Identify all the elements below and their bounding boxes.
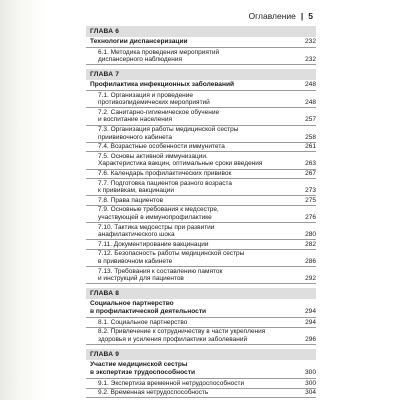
toc-entry-page-number: 296 (305, 335, 316, 343)
toc-entry-page-number: 263 (305, 160, 316, 168)
toc-entry[interactable] (86, 267, 316, 284)
toc-entry[interactable] (86, 91, 316, 108)
toc-entry-page-number: 292 (305, 275, 316, 283)
toc-entry-title: 7.12. Безопасность работы медицинской сестры в прививочном кабинете (98, 250, 245, 265)
toc-entry-page-number: 300 (305, 379, 316, 387)
chapter-page-number: 294 (304, 308, 316, 316)
toc-entry[interactable] (86, 328, 316, 345)
toc-entry-title: 9.1. Экспертиза временной нетрудоспособности (98, 379, 245, 387)
toc-entry[interactable] (86, 250, 316, 267)
toc-entry-title: 7.13. Требования к составлению памяток и инструкций для пациентов (98, 267, 223, 283)
chapter-title-row[interactable] (86, 360, 316, 379)
chapter-label: ГЛАВА 7 (86, 69, 316, 80)
toc-entry-title: 7.5. Основы активной иммунизации. Характеристика вакцин, оптимальные сроки введения (98, 152, 263, 168)
chapter-label: ГЛАВА 9 (86, 349, 316, 360)
toc-entry-title: 7.9. Основные требования к медсестре, участвующей в иммунопрофилактике (98, 206, 219, 221)
toc-entry[interactable] (86, 206, 316, 223)
toc-entry[interactable] (86, 170, 316, 180)
toc-entry-page-number: 248 (305, 99, 316, 107)
toc-entry-title: 7.2. Санитарно-гигиеническое обучение и воспитание населения (98, 108, 220, 124)
toc-entry[interactable] (86, 143, 316, 153)
toc-entry-title: 7.4. Возрастные особенности иммунитета (98, 143, 225, 151)
toc-entry-title: 7.1. Организация и проведение противоэпидемических мероприятий (98, 91, 210, 107)
toc-entry[interactable] (86, 48, 316, 65)
toc-entry[interactable] (86, 223, 316, 240)
chapter-title-row[interactable] (86, 299, 316, 318)
toc-entry-page-number: 232 (305, 56, 316, 64)
chapter-title-row[interactable] (86, 80, 316, 91)
toc-entry-title: 7.7. Подготовка пациентов разного возраста к прививкам, вакцинации (98, 179, 233, 195)
toc-entry[interactable] (86, 318, 316, 328)
chapter-page-number: 248 (304, 81, 316, 89)
toc-entry-page-number: 258 (305, 133, 316, 141)
table-of-contents (86, 26, 316, 398)
toc-entry-page-number: 286 (305, 257, 316, 265)
toc-entry[interactable] (86, 196, 316, 206)
toc-entry[interactable] (86, 240, 316, 250)
toc-entry[interactable] (86, 152, 316, 169)
toc-entry-page-number: 275 (305, 196, 316, 204)
toc-entry[interactable] (86, 179, 316, 196)
toc-entry-title: 6.1. Методика проведения мероприятий диспансерного наблюдения (98, 48, 220, 64)
toc-entry-title: 7.8. Права пациентов (98, 196, 164, 204)
running-head-section: Оглавление (248, 11, 296, 21)
toc-entry-title: 8.1. Социальное партнерство (98, 318, 188, 326)
toc-entry-page-number: 280 (305, 231, 316, 239)
toc-entry-title: 7.10. Тактика медсестры при развитии анафилактического шока (98, 223, 215, 239)
chapter-label: ГЛАВА 8 (86, 288, 316, 299)
toc-entry-title: 7.6. Календарь профилактических прививок (98, 170, 232, 178)
toc-entry-page-number: 261 (305, 143, 316, 151)
chapter-title: Социальное партнерство в профилактической деятельности (90, 300, 207, 316)
toc-entry[interactable] (86, 379, 316, 389)
chapter-title: Участие медицинской сестры в экспертизе трудоспособности (90, 361, 196, 377)
toc-entry-title: 9.2. Временная нетрудоспособность (98, 389, 209, 397)
toc-entry-page-number: 304 (305, 389, 316, 397)
toc-entry-title: 7.3. Организация работы медицинской сестры приививочного кабинета (98, 126, 239, 141)
toc-entry[interactable] (86, 108, 316, 125)
toc-entry-page-number: 257 (305, 116, 316, 124)
running-head (248, 11, 313, 21)
chapter-label: ГЛАВА 6 (86, 26, 316, 37)
chapter-title: Профилактика инфекционных заболеваний (90, 81, 235, 89)
toc-entry-title: 8.2. Привлечение к сотрудничеству в части укрепления здоровья и усиления профилактики заболеваний (98, 328, 266, 343)
chapter-title-row[interactable] (86, 37, 316, 48)
chapter-page-number: 232 (304, 38, 316, 45)
toc-entry-title: 7.11. Документирование вакцинации (98, 240, 209, 248)
chapter-title: Технологии диспансеризации (90, 38, 188, 45)
running-head-separator: | (300, 11, 304, 21)
toc-entry-page-number: 294 (305, 318, 316, 326)
chapter-page-number: 300 (304, 369, 316, 377)
toc-entry-page-number: 276 (305, 214, 316, 221)
toc-entry-page-number: 282 (305, 240, 316, 248)
toc-entry[interactable] (86, 126, 316, 143)
toc-entry-page-number: 273 (305, 187, 316, 195)
running-head-page-number: 5 (308, 11, 313, 21)
toc-entry-page-number: 267 (305, 170, 316, 178)
toc-entry[interactable] (86, 389, 316, 399)
